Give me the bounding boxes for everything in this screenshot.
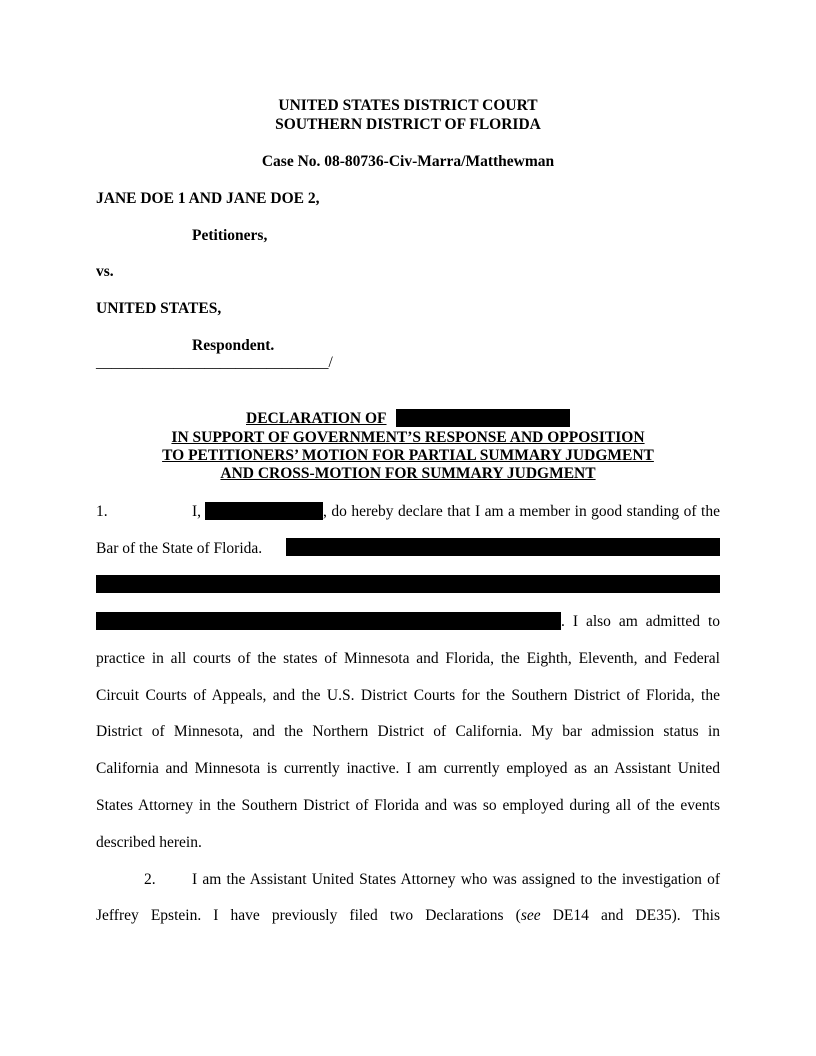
redaction-declarant-name (396, 409, 570, 427)
redaction-line-3 (96, 575, 720, 593)
paragraph-1-number: 1. (96, 503, 108, 520)
paragraph-1-line-5: practice in all courts of the states of Minnesota and Florida, the Eighth, Eleventh, and Federal (96, 650, 720, 667)
versus-label: vs. (96, 263, 114, 280)
declaration-title-line-4: AND CROSS-MOTION FOR SUMMARY JUDGMENT (220, 465, 596, 482)
paragraph-1-line-1: , do hereby declare that I am a member in good standing of the (323, 503, 720, 520)
paragraph-2-line-2 (96, 907, 720, 925)
declaration-title-line-3: TO PETITIONERS’ MOTION FOR PARTIAL SUMMARY JUDGMENT (162, 447, 654, 464)
paragraph-1-line-2: Bar of the State of Florida. (96, 540, 263, 557)
paragraph-1-line-4: . I also am admitted to (561, 613, 720, 630)
paragraph-1-line-10: described herein. (96, 834, 202, 851)
paragraph-2-line-2-a: Jeffrey Epstein. I have previously filed two Declarations ( (96, 907, 521, 924)
respondent-name: UNITED STATES, (96, 300, 222, 317)
paragraph-2-number: 2. (144, 871, 156, 888)
court-name-line-1: UNITED STATES DISTRICT COURT (278, 97, 538, 114)
redaction-declarant-name-inline (205, 502, 323, 520)
paragraph-1-line-9: States Attorney in the Southern District of Florida and was so employed during all of the events (96, 797, 720, 814)
paragraph-1-line-7: District of Minnesota, and the Northern District of California. My bar admission status in (96, 723, 720, 740)
caption-signature-line: ______________________________/ (96, 354, 333, 371)
paragraph-2-line-1: I am the Assistant United States Attorney who was assigned to the investigation of (192, 871, 720, 888)
petitioners-names: JANE DOE 1 AND JANE DOE 2, (96, 190, 320, 207)
redaction-line-4 (96, 612, 561, 630)
redaction-line-2 (286, 538, 720, 556)
declaration-title-line-1: DECLARATION OF (246, 410, 387, 427)
paragraph-1-intro: I, (192, 503, 202, 520)
paragraph-1-line-6: Circuit Courts of Appeals, and the U.S. District Courts for the Southern District of Florida, the (96, 687, 720, 704)
court-name-line-2: SOUTHERN DISTRICT OF FLORIDA (275, 116, 541, 133)
petitioners-label: Petitioners, (192, 227, 268, 244)
case-number: Case No. 08-80736-Civ-Marra/Matthewman (261, 153, 555, 170)
declaration-title-line-2: IN SUPPORT OF GOVERNMENT’S RESPONSE AND OPPOSITION (171, 429, 645, 446)
paragraph-1-line-8: California and Minnesota is currently inactive. I am currently employed as an Assistant United (96, 760, 720, 777)
respondent-label: Respondent. (192, 337, 275, 354)
paragraph-2-line-2-b: DE14 and DE35). This (540, 907, 720, 924)
see-signal: see (520, 907, 541, 924)
